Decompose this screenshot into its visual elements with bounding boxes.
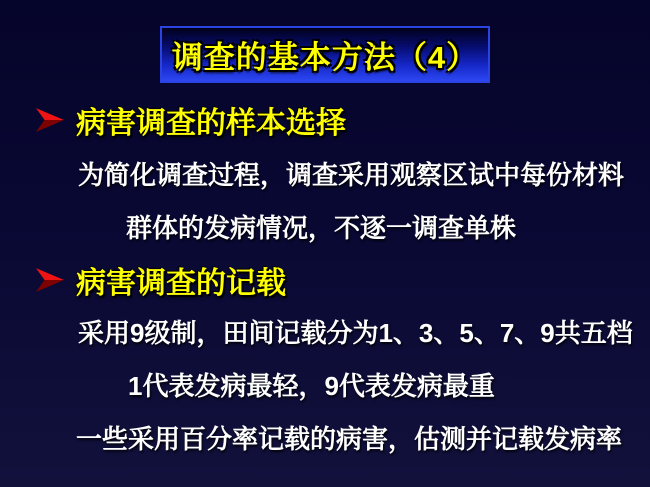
bullet-arrow-icon	[36, 108, 64, 132]
bullet-arrow-icon	[36, 268, 64, 292]
bullet-heading-1	[36, 98, 346, 142]
bullet-heading-text: 病害调查的样本选择	[76, 107, 346, 140]
body-line: 采用9级制，田间记载分为1、3、5、7、9共五档	[78, 318, 633, 348]
body-line: 1代表发病最轻，9代表发病最重	[128, 371, 495, 401]
body-line: 一些采用百分率记载的病害，估测并记载发病率	[76, 424, 623, 454]
body-line: 群体的发病情况，不逐一调查单株	[126, 213, 517, 243]
slide-title-box	[160, 26, 490, 83]
body-line: 为简化调查过程，调查采用观察区试中每份材料	[78, 160, 625, 190]
bullet-heading-text: 病害调查的记载	[76, 267, 286, 300]
slide-title: 调查的基本方法（4）	[171, 40, 479, 75]
bullet-heading-2	[36, 258, 286, 302]
